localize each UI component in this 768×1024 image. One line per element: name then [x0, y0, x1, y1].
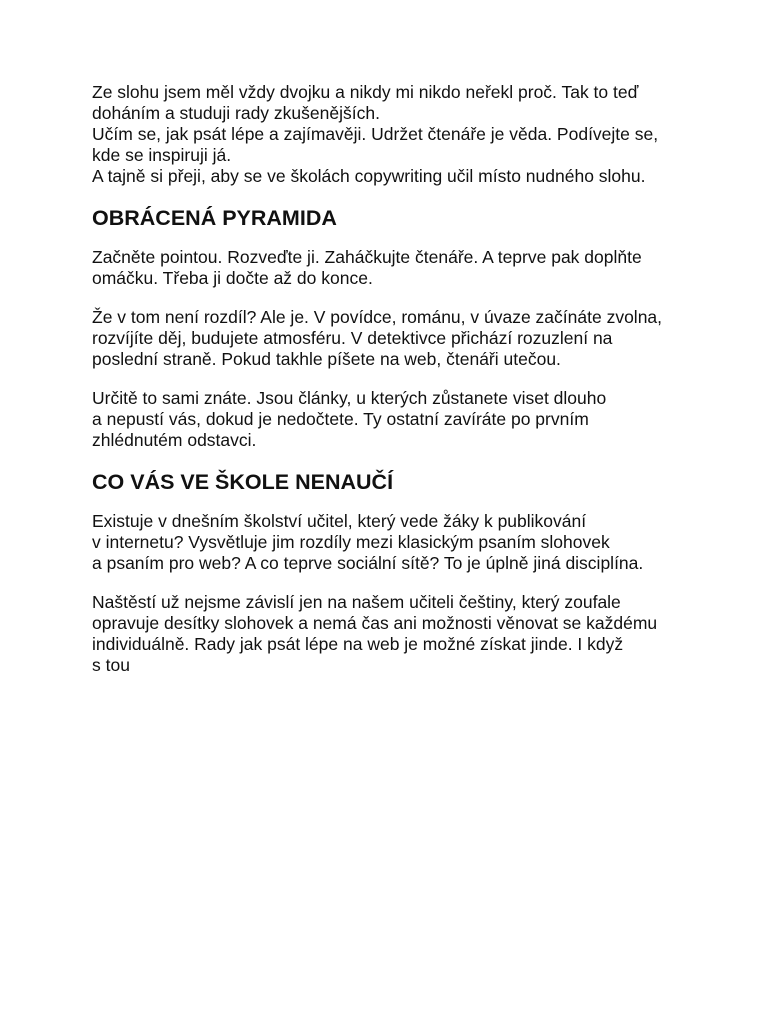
text-line: a nepustí vás, dokud je nedočtete. Ty ostatní zavíráte po prvním [92, 409, 589, 429]
paragraph [92, 388, 692, 451]
text-line: poslední straně. Pokud takhle píšete na web, čtenáři utečou. [92, 349, 561, 369]
text-line: opravuje desítky slohovek a nemá čas ani možnosti věnovat se každému [92, 613, 658, 633]
document-page [92, 82, 692, 676]
text-line: Učím se, jak psát lépe a zajímavěji. Udržet čtenáře je věda. Podívejte se, [92, 124, 659, 144]
text-line: individuálně. Rady jak psát lépe na web je možné získat jinde. I když [92, 634, 624, 654]
text-line: Začněte pointou. Rozveďte ji. Zaháčkujte čtenáře. A teprve pak doplňte [92, 247, 642, 267]
text-line: v internetu? Vysvětluje jim rozdíly mezi klasickým psaním slohovek [92, 532, 610, 552]
text-line: kde se inspiruji já. [92, 145, 232, 165]
text-line: Naštěstí už nejsme závislí jen na našem učiteli češtiny, který zoufale [92, 592, 621, 612]
text-line: A tajně si přeji, aby se ve školách copywriting učil místo nudného slohu. [92, 166, 646, 186]
paragraph [92, 592, 692, 676]
paragraph [92, 307, 692, 370]
text-line: doháním a studuji rady zkušenějších. [92, 103, 380, 123]
paragraph [92, 247, 692, 289]
section-heading-co-vas-ve-skole-nenauci: CO VÁS VE ŠKOLE NENAUČÍ [92, 470, 394, 494]
text-line: Že v tom není rozdíl? Ale je. V povídce, románu, v úvaze začínáte zvolna, [92, 307, 663, 327]
section-heading-obracena-pyramida: OBRÁCENÁ PYRAMIDA [92, 206, 337, 230]
paragraph [92, 511, 692, 574]
text-line: Určitě to sami znáte. Jsou články, u kterých zůstanete viset dlouho [92, 388, 607, 408]
intro-paragraph [92, 82, 692, 187]
text-line: omáčku. Třeba ji dočte až do konce. [92, 268, 373, 288]
text-line: Ze slohu jsem měl vždy dvojku a nikdy mi nikdo neřekl proč. Tak to teď [92, 82, 639, 102]
text-line: a psaním pro web? A co teprve sociální sítě? To je úplně jiná disciplína. [92, 553, 644, 573]
text-line: rozvíjíte děj, budujete atmosféru. V detektivce přichází rozuzlení na [92, 328, 613, 348]
text-line: Existuje v dnešním školství učitel, který vede žáky k publikování [92, 511, 587, 531]
text-line: zhlédnutém odstavci. [92, 430, 257, 450]
text-line: s tou [92, 655, 130, 675]
